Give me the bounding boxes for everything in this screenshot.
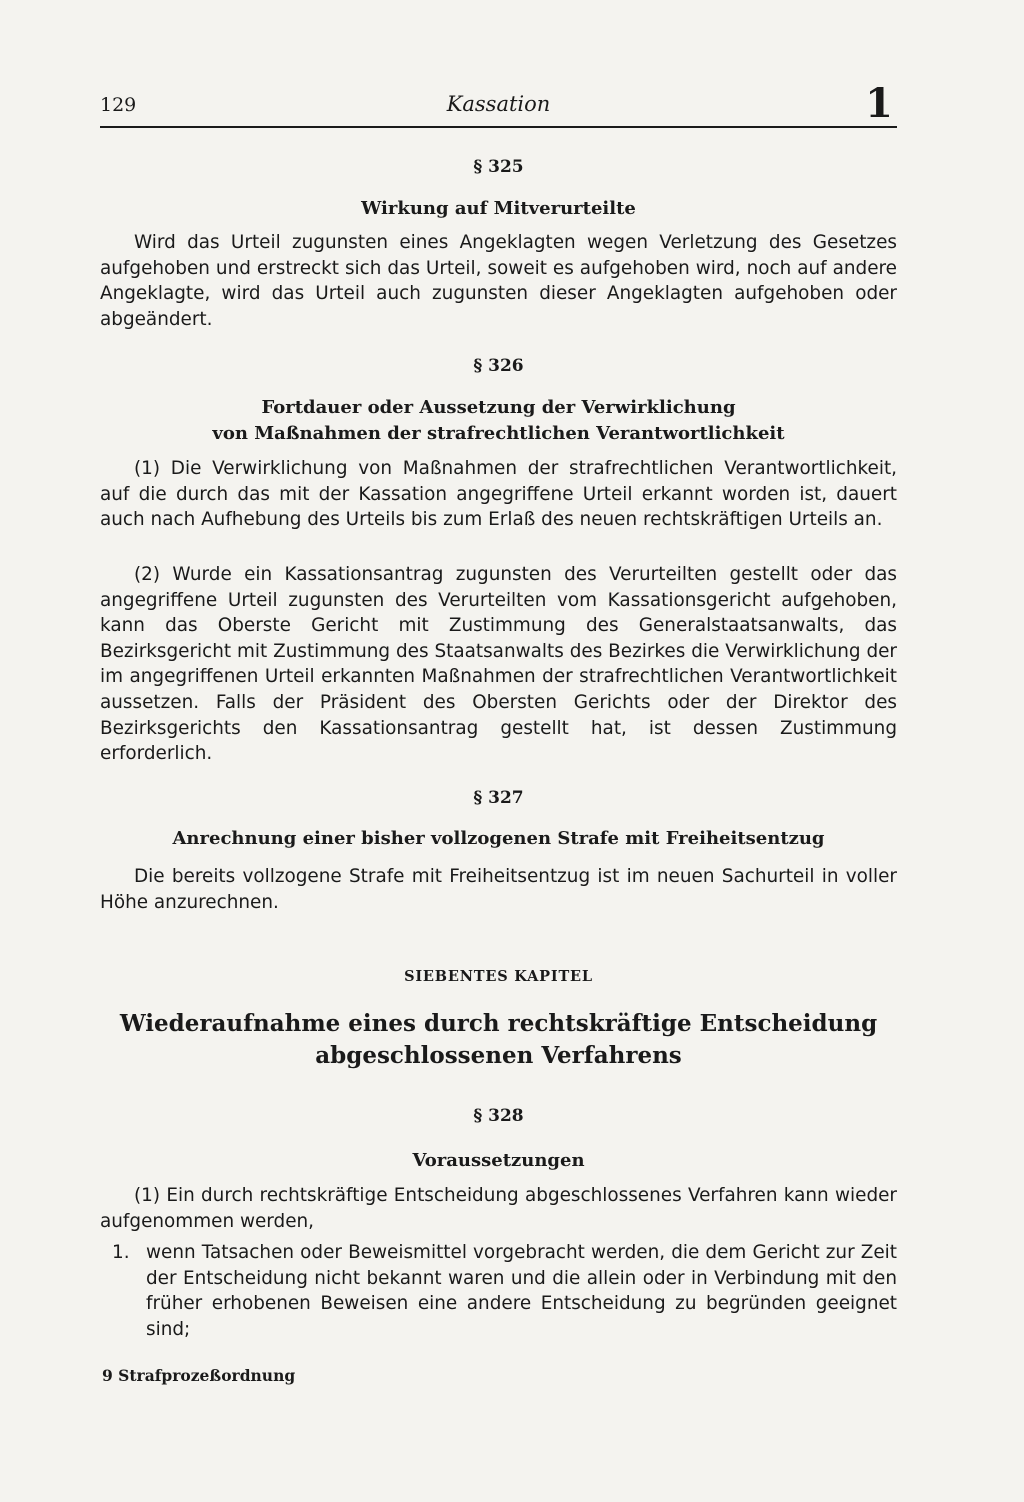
page-number: 129 [100, 94, 137, 116]
section-326-title-line2: von Maßnahmen der strafrechtlichen Verantwortlichkeit [212, 423, 785, 444]
section-327-paragraph: Die bereits vollzogene Strafe mit Freiheitsentzug ist im neuen Sachurteil in voller Höhe anzurechnen. [100, 866, 897, 913]
section-325-title: Wirkung auf Mitverurteilte [361, 198, 636, 219]
section-328-number: § 328 [473, 1106, 524, 1126]
footer-signature: 9 Strafprozeßordnung [102, 1366, 296, 1385]
chapter-title-line1: Wiederaufnahme eines durch rechtskräftige Entscheidung [119, 1010, 878, 1037]
section-326-paragraph-1: (1) Die Verwirklichung von Maßnahmen der strafrechtlichen Verantwortlichkeit, auf die durch das mit der Kassation angegriffene Urteil erkannt worden ist, dauert auch nach Aufhebung des Urteils bis zum Erlaß des neuen rechtskräftigen Urteils an. [100, 458, 897, 531]
chapter-title-line2: abgeschlossenen Verfahrens [315, 1042, 682, 1069]
section-328-title: Voraussetzungen [412, 1150, 585, 1171]
corner-mark: 1 [865, 80, 893, 127]
section-326-paragraph-2: (2) Wurde ein Kassationsantrag zugunsten des Verurteilten gestellt oder das angegriffene Urteil zugunsten des Verurteilten vom Kassationsgericht aufgehoben, kann das Oberste Gericht mit Zustimmung des Generalstaatsanwalts, das Bezirksgericht mit Zustimmung des Staatsanwalts des Bezirkes die Verwirklichung der im angegriffenen Urteil erkannten Maßnahmen der strafrechtlichen Verantwortlichkeit aussetzen. Falls der Präsident des Obersten Gerichts oder der Direktor des Bezirksgerichts den Kassationsantrag gestellt hat, ist dessen Zustimmung erforderlich. [100, 564, 897, 765]
document-page [100, 0, 897, 1502]
section-326-number: § 326 [473, 356, 524, 376]
list-item-number: 1. [112, 1242, 130, 1263]
page-header [100, 82, 897, 128]
section-325-number: § 325 [473, 157, 524, 177]
section-327-title: Anrechnung einer bisher vollzogenen Strafe mit Freiheitsentzug [172, 828, 825, 849]
running-title: Kassation [446, 92, 551, 116]
list-item-text: wenn Tatsachen oder Beweismittel vorgebracht werden, die dem Gericht zur Zeit der Entscheidung nicht bekannt waren und die allein oder in Verbindung mit den früher erhobenen Beweisen eine andere Entscheidung zu begründen geeignet sind; [146, 1242, 897, 1340]
chapter-label: SIEBENTES KAPITEL [404, 968, 593, 985]
section-328-paragraph: (1) Ein durch rechtskräftige Entscheidung abgeschlossenes Verfahren kann wieder aufgenommen werden, [100, 1185, 897, 1232]
section-327-number: § 327 [473, 788, 524, 808]
section-325-paragraph: Wird das Urteil zugunsten eines Angeklagten wegen Verletzung des Gesetzes aufgehoben und erstreckt sich das Urteil, soweit es aufgehoben wird, noch auf andere Angeklagte, wird das Urteil auch zugunsten dieser Angeklagten aufgehoben oder abgeändert. [100, 232, 897, 330]
section-326-title-line1: Fortdauer oder Aussetzung der Verwirklichung [261, 397, 736, 418]
